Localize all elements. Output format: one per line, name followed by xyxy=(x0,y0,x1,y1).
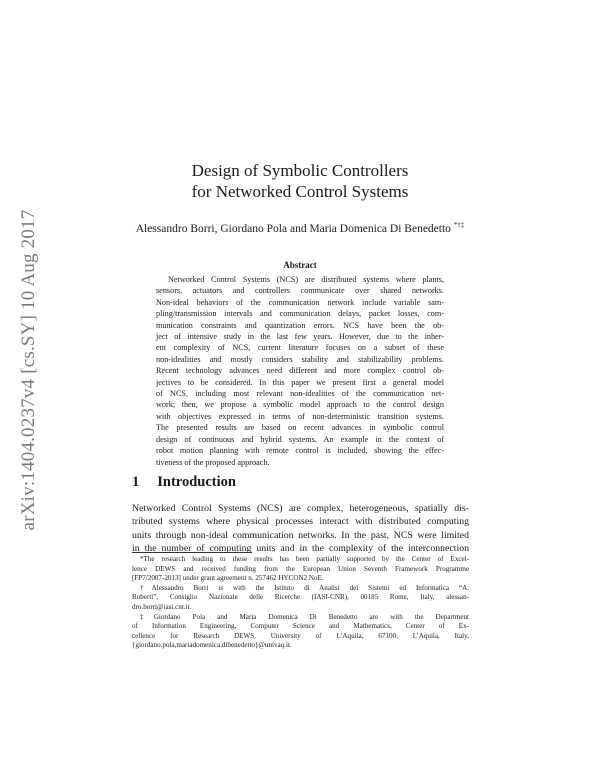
paper-title xyxy=(0,160,600,202)
abstract-line: of NCS, including most relevant non-idealities of the communication net- xyxy=(156,389,444,399)
footnote-line: cellence for Research DEWS, University of L’Aquila, 67100, L’Aquila, Italy, xyxy=(132,631,469,640)
abstract-line: munication constraints and quantization errors. NCS have been the ob- xyxy=(156,320,444,330)
abstract-line: Networked Control Systems (NCS) are distributed systems where plants, xyxy=(168,275,444,284)
footnote-line: ‡Giordano Pola and Maria Domenica Di Benedetto are with the Department xyxy=(140,612,469,621)
footnote-line: {giordano.pola,mariadomenica.dibenedetto}@univaq.it. xyxy=(132,641,292,650)
footnote-rule xyxy=(132,552,252,553)
section-heading-introduction xyxy=(132,474,236,491)
body-line: tributed systems where physical processes interact with distributed computing xyxy=(132,516,469,528)
abstract-line: Recent technology advances need different and more complex control ob- xyxy=(156,366,444,376)
abstract-line: non-idealities and mostly considers stability and stabilizability problems. xyxy=(156,354,444,364)
footnote-line: [FP7/2007-2013] under grant agreement n. 257462 HYCON2 NoE. xyxy=(132,574,324,583)
introduction-paragraph xyxy=(132,502,469,555)
footnotes xyxy=(132,555,469,651)
footnote-line: dro.borri@iasi.cnr.it. xyxy=(132,602,192,611)
abstract-body xyxy=(156,274,444,468)
section-number: 1 xyxy=(132,474,140,490)
title-line-2: for Networked Control Systems xyxy=(191,182,409,201)
footnote-line: Ruberti”, Consiglio Nazionale delle Ricerche (IASI-CNR), 00185 Rome, Italy, alessan- xyxy=(132,593,469,602)
arxiv-identifier: arXiv:1404.0237v4 [cs.SY] 10 Aug 2017 xyxy=(18,209,39,531)
title-line-1: Design of Symbolic Controllers xyxy=(191,161,409,180)
body-line: Networked Control Systems (NCS) are complex, heterogeneous, spatially dis- xyxy=(132,503,469,514)
abstract-line: jectives to be considered. In this paper we present first a general model xyxy=(156,377,444,387)
body-line: units through non-ideal communication networks. In the past, NCS were limited xyxy=(132,529,469,541)
abstract-line: work; then, we propose a symbolic model approach to the control design xyxy=(156,400,444,410)
section-title: Introduction xyxy=(157,474,236,490)
abstract-line: ent complexity of NCS, current literature focuses on a subset of these xyxy=(156,343,444,353)
footnote-line: lence DEWS and received funding from the European Union Seventh Framework Programme xyxy=(132,564,469,573)
arxiv-sidebar-stamp xyxy=(16,190,42,550)
abstract-line: design of continuous and hybrid systems. An example in the context of xyxy=(156,434,444,444)
abstract-line: pling/transmission intervals and communication delays, packet losses, com- xyxy=(156,309,444,319)
abstract-line: with objectives expressed in terms of non-deterministic transition systems. xyxy=(156,411,444,421)
abstract-line: ject of intensive study in the last few years. However, due to the inher- xyxy=(156,332,444,342)
author-footnote-marks: *†‡ xyxy=(453,221,465,229)
abstract-line: The presented results are based on recent advances in symbolic control xyxy=(156,423,444,433)
footnote-line: †Alessandro Borri is with the Istituto di Analisi dei Sistemi ed Informatica “A. xyxy=(140,583,469,592)
abstract-line: Non-ideal behaviors of the communication network include variable sam- xyxy=(156,297,444,307)
footnote-line: of Information Engineering, Computer Science and Mathematics, Center of Ex- xyxy=(132,622,469,631)
abstract-line: robot motion planning with remote control is included, showing the effec- xyxy=(156,446,444,456)
footnote-line: *The research leading to these results has been partially supported by the Center of Excel- xyxy=(140,555,469,563)
abstract-line: sensors, actuators and controllers communicate over shared networks. xyxy=(156,286,444,296)
author-list xyxy=(0,221,600,235)
abstract-heading: Abstract xyxy=(283,260,317,270)
author-names: Alessandro Borri, Giordano Pola and Maria Domenica Di Benedetto xyxy=(135,222,451,235)
body-line: in the number of computing units and in the complexity of the interconnection xyxy=(132,542,469,554)
abstract-line: tiveness of the proposed approach. xyxy=(156,457,270,467)
